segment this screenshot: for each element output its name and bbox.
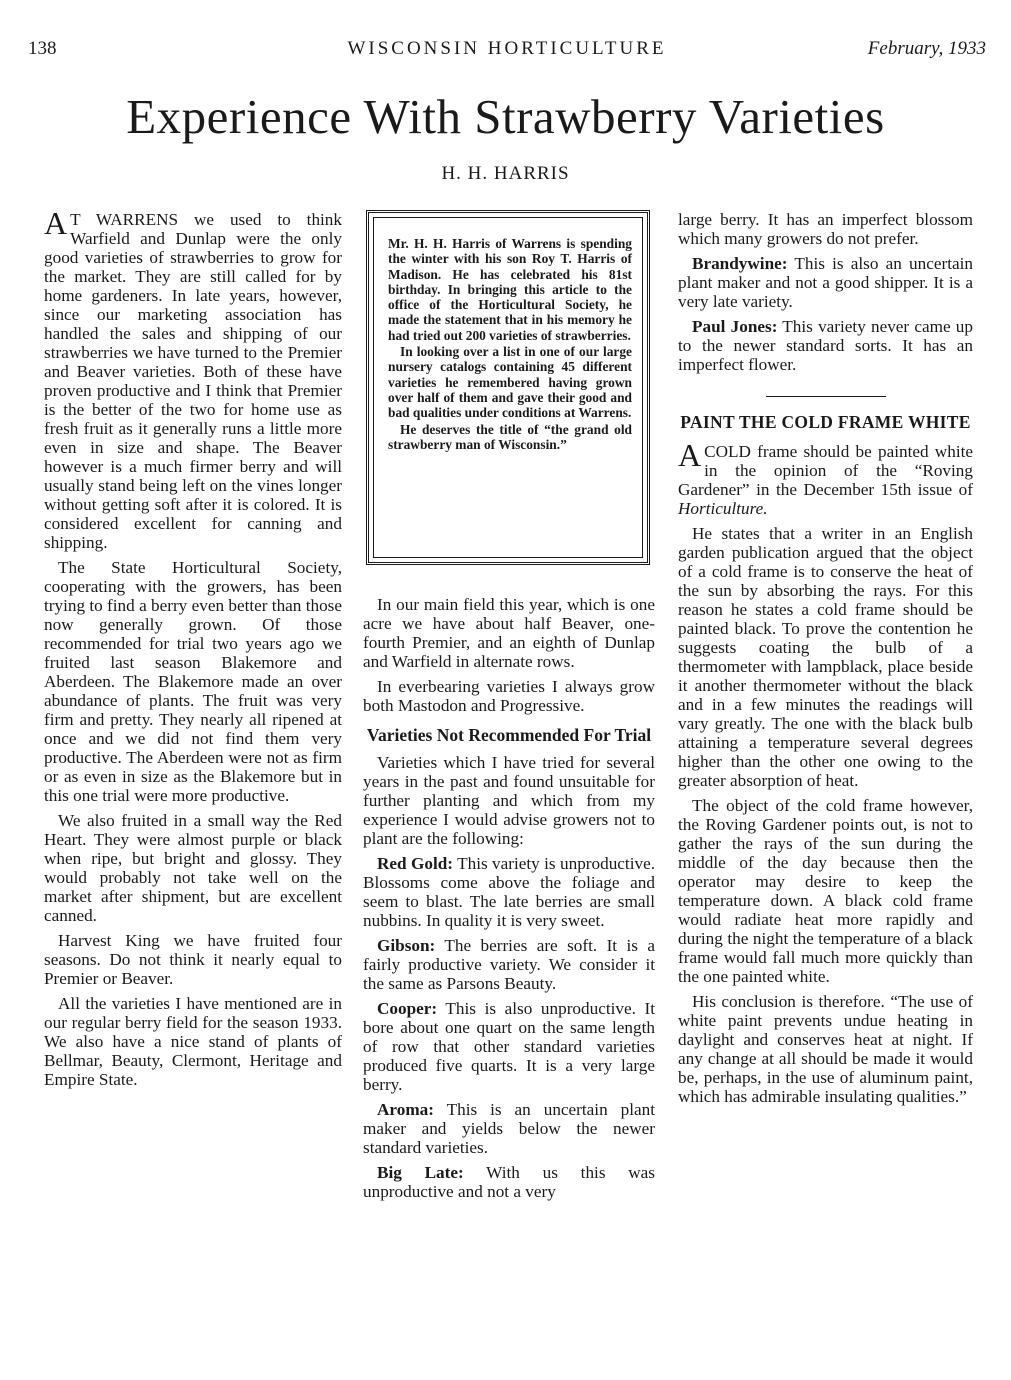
note-paragraph: In looking over a list in one of our large nursery catalogs containing 45 different varieties he remembered having grown over half of them and gave their good and bad qualities under conditions at Warrens.	[388, 344, 632, 421]
boxed-note-inner	[373, 217, 643, 558]
variety-name: Paul Jones:	[692, 317, 778, 336]
paragraph: In everbearing varieties I always grow both Mastodon and Progressive.	[363, 677, 655, 715]
paragraph: In our main field this year, which is one acre we have about half Beaver, one-fourth Premier, and an eighth of Dunlap and Warfield in alternate rows.	[363, 595, 655, 671]
variety-paragraph	[363, 936, 655, 993]
variety-paragraph	[363, 1163, 655, 1201]
drop-cap: A	[44, 205, 68, 241]
paragraph	[44, 205, 342, 552]
paragraph: All the varieties I have mentioned are in our regular berry field for the season 1933. We also have a nice stand of plants of Bellmar, Beauty, Clermont, Heritage and Empire State.	[44, 994, 342, 1089]
article-title: Experience With Strawberry Varieties	[126, 89, 885, 144]
page-header	[28, 38, 986, 68]
paragraph: He states that a writer in an English garden publication argued that the object of a cold frame is to conserve the heat of the sun by absorbing the rays. For this reason he states a cold frame should be painted black. To prove the contention he suggests coating the bulb of a thermometer with lampblack, place beside it another thermometer without the black and in a few minutes the readings will vary greatly. The one with the black bulb attaining a temperature several degrees higher than the other one owing to the greater absorption of heat.	[678, 524, 973, 790]
variety-paragraph	[363, 854, 655, 930]
variety-name: Brandywine:	[692, 254, 788, 273]
paragraph: Varieties which I have tried for several years in the past and found unsuitable for further planting and which from my experience I would advise growers not to plant are the following:	[363, 753, 655, 848]
drop-cap: A	[678, 437, 702, 473]
variety-text: This is an uncertain plant maker and yields below the newer standard varieties.	[363, 1100, 655, 1157]
paragraph: large berry. It has an imperfect blossom which many growers do not prefer.	[678, 210, 973, 248]
note-paragraph: He deserves the title of “the grand old strawberry man of Wisconsin.”	[388, 421, 632, 452]
note-paragraph: Mr. H. H. Harris of Warrens is spending the winter with his son Roy T. Harris of Madison. He has celebrated his 81st birthday. In bringing this article to the office of the Horticultural Society, he made the statement that in his memory he had tried out 200 varieties of strawberries.	[388, 236, 632, 343]
variety-name: Gibson:	[377, 936, 436, 955]
variety-text: With us this was unproductive and not a very	[363, 1163, 655, 1201]
paragraph: Harvest King we have fruited four seasons. Do not think it nearly equal to Premier or Beaver.	[44, 931, 342, 988]
paragraph	[678, 437, 973, 518]
paragraph-text: COLD frame should be painted white in the opinion of the “Roving Gardener” in the December 15th issue of	[678, 442, 973, 499]
article-byline: H. H. HARRIS	[441, 163, 570, 184]
section-subheading: Varieties Not Recommended For Trial	[366, 725, 652, 745]
boxed-note	[366, 210, 650, 565]
variety-name: Red Gold:	[377, 854, 454, 873]
variety-name: Big Late:	[377, 1163, 464, 1182]
variety-text: The berries are soft. It is a fairly productive variety. We consider it the same as Parsons Beauty.	[363, 936, 655, 993]
magazine-title: WISCONSIN HORTICULTURE	[347, 38, 667, 59]
paragraph: The State Horticultural Society, cooperating with the growers, has been trying to find a berry even better than those now generally grown. Of those recommended for trial two years ago we fruited last season Blakemore and Aberdeen. The Blakemore made an over abundance of plants. The fruit was very firm and pretty. They nearly all ripened at once and we did not find them very productive. The Aberdeen were not as firm or as even in size as the Blakemore but in this one trial were more productive.	[44, 558, 342, 805]
middle-column	[363, 595, 655, 1207]
publication-name: Horticulture.	[678, 499, 768, 518]
variety-paragraph	[363, 999, 655, 1094]
left-column	[44, 205, 342, 1095]
paragraph: We also fruited in a small way the Red Heart. They were almost purple or black when ripe, but bright and glossy. They would probably not take well on the market after shipment, but are excellent canned.	[44, 811, 342, 925]
variety-text: This is also unproductive. It bore about one quart on the same length of row that other standard varieties produced five quarts. It is a very large berry.	[363, 999, 655, 1094]
variety-name: Aroma:	[377, 1100, 434, 1119]
paragraph-text: T WARRENS we used to think Warfield and Dunlap were the only good varieties of strawberries to grow for the market. They are still called for by home gardeners. In late years, however, since our marketing association has handled the sales and shipping of our strawberries we have turned to the Premier and Beaver varieties. Both of these have proven productive and I think that Premier is the better of the two for home use as fresh fruit as it generally runs a little more even in size and shape. The Beaver however is a much firmer berry and will usually stand being left on the vines longer without getting soft after it is colored. It is considered excellent for canning and shipping.	[44, 210, 342, 552]
issue-date: February, 1933	[867, 38, 986, 59]
variety-text: This variety is unproductive. Blossoms come above the foliage and seem to blast. The late berries are small nubbins. In quality it is very sweet.	[363, 854, 655, 930]
variety-text: This is also an uncertain plant maker and not a good shipper. It is a very late variety.	[678, 254, 973, 311]
variety-text: This variety never came up to the newer standard sorts. It has an imperfect flower.	[678, 317, 973, 374]
variety-name: Cooper:	[377, 999, 438, 1018]
section-divider	[766, 396, 886, 397]
variety-paragraph	[678, 254, 973, 311]
right-column	[678, 210, 973, 1112]
variety-paragraph	[363, 1100, 655, 1157]
variety-paragraph	[678, 317, 973, 374]
paragraph: The object of the cold frame however, the Roving Gardener points out, is not to gather the rays of the sun during the middle of the day because then the operator may desire to keep the temperature down. A black cold frame would radiate heat more rapidly and during the night the temperature of a black frame would fall much more quickly than the one painted white.	[678, 796, 973, 986]
sidebar-heading: PAINT THE COLD FRAME WHITE	[680, 412, 971, 432]
page-number: 138	[28, 38, 57, 59]
paragraph: His conclusion is therefore. “The use of white paint prevents undue heating in daylight and conserves heat at night. If any change at all should be made it would be, perhaps, in the use of aluminum paint, which has admirable insulating qualities.”	[678, 992, 973, 1106]
